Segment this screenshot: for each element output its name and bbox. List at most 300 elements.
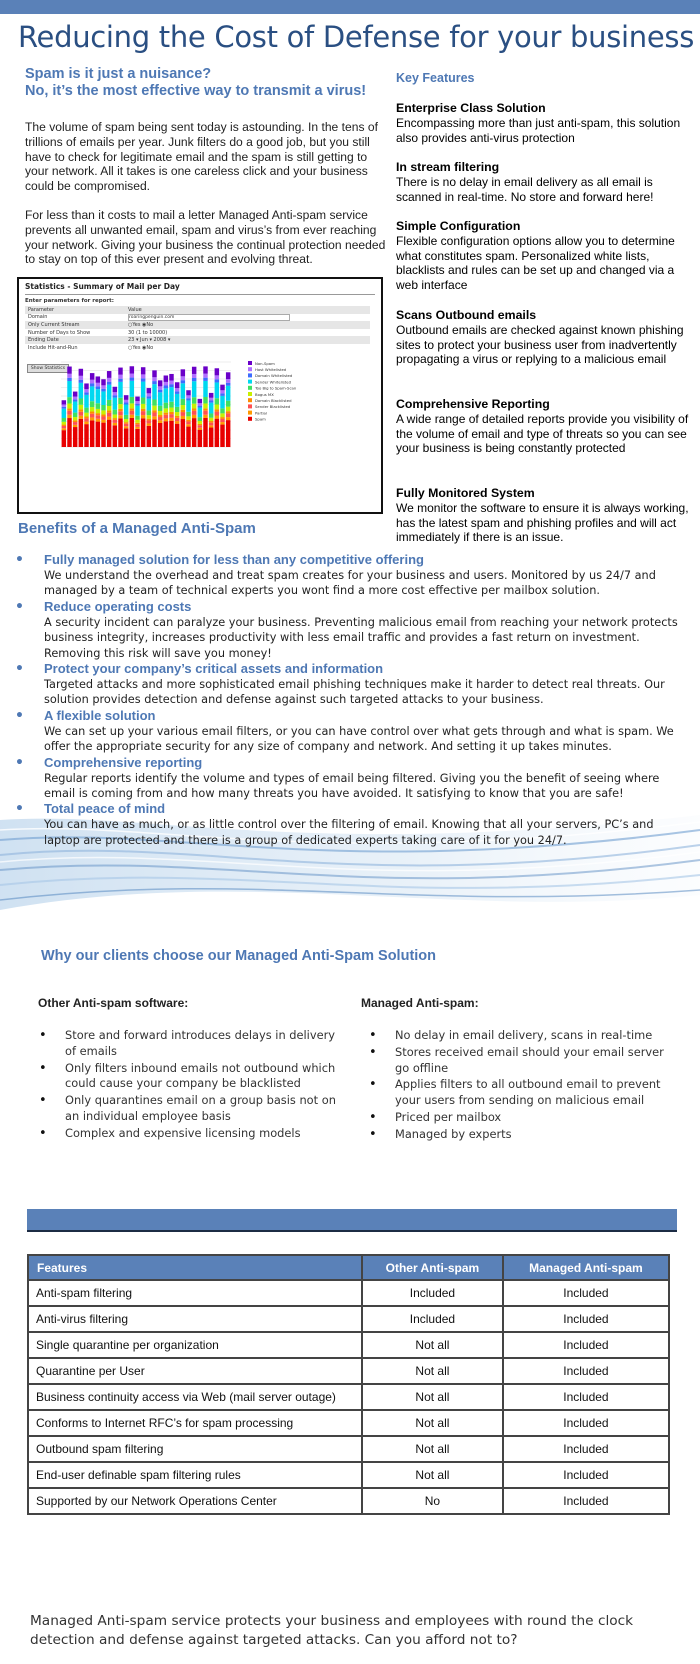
stats-bar-segment [164, 413, 168, 415]
benefit-heading: Reduce operating costs [44, 598, 192, 614]
stats-bar-segment [141, 382, 145, 398]
stats-bar-segment [169, 387, 173, 402]
stats-bar-segment [62, 407, 66, 409]
stats-bar-segment [84, 408, 88, 413]
stats-bar-segment [198, 408, 202, 418]
stats-bar-segment [118, 382, 122, 398]
stats-bar-segment [198, 406, 202, 408]
feature-item [396, 219, 696, 293]
stats-bar-segment [113, 414, 117, 418]
stats-bar-segment [220, 390, 224, 393]
stats-bar-segment [101, 420, 105, 423]
stats-bar-segment [130, 374, 134, 378]
stats-bar-segment [203, 397, 207, 403]
stats-bar-segment [220, 393, 224, 395]
benefit-item [15, 708, 685, 755]
stats-bar-segment [90, 373, 94, 380]
feature-body: Encompassing more than just anti-spam, this solution also provides anti-virus protection [396, 115, 681, 145]
stats-bar-segment [181, 419, 185, 447]
stats-bar-segment [62, 430, 66, 447]
page-title: Reducing the Cost of Defense for your business [18, 20, 695, 54]
stats-bar-segment [226, 417, 230, 420]
stats-bar-segment [118, 375, 122, 379]
stats-bar-segment [130, 411, 134, 415]
table-cell: Included [503, 1358, 669, 1384]
stats-bar-segment [101, 389, 105, 392]
stats-bar-segment [186, 412, 190, 417]
bullet-icon: • [15, 801, 24, 818]
stats-bar-segment [215, 404, 219, 409]
stats-bar-segment [101, 405, 105, 410]
stats-bar-segment [164, 375, 168, 381]
bullet-icon: • [15, 754, 24, 771]
stats-bar-segment [84, 389, 88, 392]
stats-bar-segment [169, 412, 173, 414]
top-accent-bar [0, 0, 700, 14]
stats-bar-segment [209, 413, 213, 417]
stats-bar-segment [192, 397, 196, 403]
stats-bar-segment [226, 413, 230, 417]
stats-bar-segment [135, 404, 139, 406]
stats-bar-segment [203, 366, 207, 373]
feature-item [396, 160, 696, 204]
closing-statement: Managed Anti-spam service protects your business and employees with round the clock detection and defense against targeted attacks. Can you afford not to? [30, 1613, 634, 1648]
stats-bar-segment [141, 398, 145, 404]
stats-bar-segment [135, 401, 139, 404]
stats-bar-segment [124, 424, 128, 427]
stats-bar-segment [209, 428, 213, 447]
stats-bar-segment [209, 400, 213, 402]
stats-bar-segment [181, 369, 185, 376]
feature-comparison-table [27, 1254, 670, 1515]
stats-title: Statistics - Summary of Mail per Day [25, 282, 180, 291]
stats-bar-segment [164, 382, 168, 386]
other-software-title: Other Anti-spam software: [38, 996, 189, 1010]
lead-line-1: Spam is it just a nuisance? [25, 66, 212, 82]
stats-bar-segment [215, 419, 219, 447]
stats-row-label: Only Current Stream [28, 321, 80, 328]
stats-bar-segment [158, 415, 162, 417]
bullet-icon: • [15, 661, 24, 678]
stats-legend-swatch [248, 373, 252, 377]
stats-bar-segment [226, 401, 230, 407]
benefits-heading: Benefits of a Managed Anti-Spam [18, 520, 256, 537]
stats-bar-segment [203, 403, 207, 408]
stats-legend-label: Domain Blacklisted [255, 398, 292, 403]
stats-legend-swatch [248, 380, 252, 384]
stats-bar-segment [192, 367, 196, 374]
column-header: Other Anti-spam [362, 1255, 503, 1280]
benefit-item [15, 599, 685, 661]
stats-bar-segment [96, 419, 100, 422]
stats-bar-segment [158, 411, 162, 415]
stats-bar-segment [175, 412, 179, 416]
feature-heading: Enterprise Class Solution [396, 101, 546, 115]
feature-item [396, 308, 696, 367]
benefit-heading: Total peace of mind [44, 801, 166, 817]
intro-paragraph-2: For less than it costs to mail a letter Managed Anti-spam service prevents all unwanted email, spam and virus’s from ever reaching your network. Giving your business the continual protection needed to stay on top of this ever present and evolving threat. [25, 208, 386, 267]
stats-bar-segment [215, 368, 219, 375]
stats-legend-swatch [248, 417, 252, 421]
stats-row-value: 30 (1 to 10000) [128, 329, 168, 336]
stats-bar-segment [169, 381, 173, 385]
column-header: Managed Anti-spam [503, 1255, 669, 1280]
stats-row-label: Number of Days to Show [28, 329, 91, 336]
list-item: • Only filters inbound emails not outbound which could cause your company be blacklisted [37, 1061, 337, 1093]
stats-bar-segment [186, 427, 190, 447]
stats-bar-segment [209, 418, 213, 421]
stats-bar-segment [79, 380, 83, 383]
stats-bar-segment [158, 423, 162, 447]
stats-bar-segment [101, 391, 105, 405]
stats-bar-segment [169, 414, 173, 418]
other-software-list [37, 1028, 337, 1143]
stats-bar-segment [192, 374, 196, 378]
stats-bar-segment [62, 404, 66, 406]
list-item: • Only quarantines email on a group basis not on an individual employee basis [37, 1093, 337, 1125]
stats-bar-segment [169, 408, 173, 412]
stats-bar-segment [79, 416, 83, 419]
stats-bar-segment [113, 418, 117, 420]
stats-bar-segment [152, 381, 156, 384]
stats-bar-segment [181, 412, 185, 416]
stats-bar-segment [192, 408, 196, 410]
stats-bar-segment [90, 383, 94, 386]
stats-bar-segment [181, 376, 185, 380]
table-cell: Included [503, 1410, 669, 1436]
stats-bar-segment [181, 380, 185, 383]
table-cell: Not all [362, 1462, 503, 1488]
stats-bar-segment [113, 392, 117, 395]
stats-bar-segment [84, 395, 88, 408]
stats-bar-segment [147, 393, 151, 396]
stats-bar-segment [124, 415, 128, 419]
stats-bar-segment [209, 403, 213, 414]
stats-bar-segment [62, 426, 66, 428]
stats-row-value: ○Yes ◉No [128, 321, 154, 328]
stats-bar-segment [107, 378, 111, 382]
stats-bar-segment [158, 380, 162, 386]
stats-legend-label: Host Whitelisted [255, 367, 287, 372]
feature-heading: Scans Outbound emails [396, 308, 537, 322]
stats-bar-segment [79, 419, 83, 447]
stats-bar-segment [175, 394, 179, 407]
stats-bar-segment [79, 398, 83, 404]
stats-bar-segment [209, 425, 213, 427]
feature-body: Flexible configuration options allow you to determine what constitutes spam. Personalized white lists, blacklists and rules can be set up and changed via a web interface [396, 233, 675, 293]
stats-bar-segment [96, 413, 100, 415]
benefits-list [15, 552, 685, 848]
stats-bar-segment [79, 405, 83, 410]
stats-bar-segment [135, 429, 139, 447]
stats-bar-segment [79, 383, 83, 399]
stats-header-parameter: Parameter [28, 306, 55, 313]
stats-bar-segment [67, 374, 71, 378]
stats-legend-swatch [248, 367, 252, 371]
stats-bar-segment [198, 428, 202, 430]
stats-bar-segment [175, 424, 179, 447]
benefit-item [15, 801, 685, 848]
stats-bar-segment [107, 406, 111, 411]
stats-bar-segment [192, 415, 196, 418]
table-cell: Included [362, 1280, 503, 1306]
stats-legend-swatch [248, 386, 252, 390]
stats-bar-segment [130, 418, 134, 447]
stats-bar-segment [203, 418, 207, 447]
stats-bar-segment [118, 411, 122, 415]
stats-bar-segment [101, 423, 105, 447]
stats-bar-segment [141, 409, 145, 411]
feature-heading: Comprehensive Reporting [396, 397, 550, 411]
stats-bar-segment [175, 418, 179, 421]
stats-bar-segment [90, 420, 94, 447]
stats-bar-segment [226, 379, 230, 383]
stats-legend-swatch [248, 361, 252, 365]
benefit-item [15, 661, 685, 708]
stats-bar-segment [198, 417, 202, 421]
stats-bar-segment [113, 398, 117, 410]
stats-bar-segment [198, 424, 202, 425]
stats-bar-segment [152, 377, 156, 381]
stats-bar-segment [62, 422, 66, 425]
stats-bar-segment [96, 383, 100, 387]
list-item: • Managed by experts [367, 1127, 672, 1143]
stats-bar-segment [158, 390, 162, 393]
stats-bar-segment [130, 408, 134, 410]
feature-body: Outbound emails are checked against known phishing sites to protect your business user from inadvertently propagating a virus or replying to a malicious email [396, 322, 684, 367]
stats-bar-segment [96, 386, 100, 389]
why-heading: Why our clients choose our Managed Anti-Spam Solution [41, 948, 437, 964]
bullet-icon: • [15, 598, 24, 615]
benefit-body: We understand the overhead and treat spam creates for your business and users. Monitored by us 24/7 and managed by a team of technical experts you wont find a more cost effective per mailbox solution. [44, 569, 656, 598]
stats-bar-segment [169, 402, 173, 408]
stats-bar-segment [90, 380, 94, 384]
list-item: • Applies filters to all outbound email to prevent your users from sending on malicious email [367, 1077, 672, 1109]
stats-bar-segment [90, 407, 94, 411]
table-cell: Included [503, 1332, 669, 1358]
stats-bar-segment [164, 415, 168, 419]
stats-bar-segment [147, 420, 151, 423]
stats-bar-segment [96, 409, 100, 413]
stats-bar-segment [84, 392, 88, 395]
stats-bar-segment [169, 384, 173, 387]
stats-bar-segment [147, 399, 151, 411]
stats-bar-segment [118, 409, 122, 411]
stats-bar-segment [164, 418, 168, 421]
stats-bar-segment [141, 378, 145, 381]
stats-bar-segment [141, 415, 145, 418]
table-row [28, 1410, 669, 1436]
stats-bar-segment [141, 418, 145, 447]
stats-bar-segment [118, 415, 122, 418]
stats-bar-segment [79, 376, 83, 380]
managed-list [367, 1028, 672, 1144]
stats-bar-segment [226, 411, 230, 413]
stats-bar-segment [215, 409, 219, 411]
stats-bar-segment [152, 410, 156, 412]
stats-bar-segment [192, 378, 196, 381]
list-item: • No delay in email delivery, scans in real-time [367, 1028, 672, 1044]
show-statistics-button: Show Statistics [27, 364, 69, 373]
stats-bar-segment [220, 385, 224, 391]
stats-bar-segment [79, 409, 83, 411]
managed-title: Managed Anti-spam: [361, 996, 479, 1010]
stats-bar-segment [135, 424, 139, 427]
stats-bar-segment [118, 398, 122, 404]
stats-bar-segment [164, 388, 168, 402]
stats-bar-segment [113, 423, 117, 425]
stats-bar-segment [124, 422, 128, 424]
stats-bar-segment [113, 410, 117, 415]
feature-item [396, 101, 696, 145]
stats-bar-segment [158, 420, 162, 423]
benefit-body: A security incident can paralyze your business. Preventing malicious email from reaching your network protects business integrity, increases productivity with less email traffic and provides a fast return on investment. Removing this risk will save you money! [44, 615, 678, 660]
stats-legend-label: Too Big to Spam-Scan [255, 385, 297, 391]
stats-bar-segment [226, 386, 230, 401]
stats-bar-segment [96, 415, 100, 419]
stats-bar-segment [84, 413, 88, 417]
stats-bar-segment [67, 381, 71, 397]
stats-bar-segment [175, 382, 179, 388]
stats-legend-label: Spam [255, 416, 266, 422]
table-cell: Included [503, 1462, 669, 1488]
stats-bar-segment [62, 418, 66, 422]
stats-bar-segment [186, 395, 190, 398]
table-header-row [28, 1255, 669, 1280]
stats-bar-segment [152, 399, 156, 405]
stats-bar-segment [84, 416, 88, 418]
stats-bar-segment [203, 378, 207, 381]
stats-bar-segment [62, 428, 66, 430]
table-cell: Not all [362, 1332, 503, 1358]
stats-bar-segment [84, 418, 88, 421]
stats-legend-label: Non-Spam [255, 360, 275, 366]
stats-bar-segment [215, 398, 219, 404]
stats-bar-segment [101, 414, 105, 416]
table-cell: Business continuity access via Web (mail server outage) [28, 1384, 362, 1410]
stats-bar-segment [164, 421, 168, 447]
stats-bar-segment [118, 418, 122, 447]
table-row [28, 1280, 669, 1306]
table-cell: Included [503, 1384, 669, 1410]
stats-legend-swatch [248, 411, 252, 415]
stats-bar-segment [67, 415, 71, 418]
stats-bar-segment [209, 393, 213, 398]
stats-bar-segment [152, 419, 156, 447]
stats-bar-segment [84, 422, 88, 425]
benefit-body: Targeted attacks and more sophisticated email phishing techniques make it harder to detect real threats. Our solution provides detection and defense against such targeted attacks to your business. [44, 678, 665, 707]
stats-bar-segment [107, 411, 111, 413]
stats-bar-segment [192, 418, 196, 447]
table-cell: Not all [362, 1358, 503, 1384]
table-cell: Anti-virus filtering [28, 1306, 362, 1332]
stats-bar-segment [118, 368, 122, 375]
table-cell: Not all [362, 1410, 503, 1436]
stats-bar-segment [186, 416, 190, 419]
table-cell: Not all [362, 1436, 503, 1462]
list-item: • Stores received email should your email server go offline [367, 1045, 672, 1077]
feature-item [396, 397, 696, 456]
stats-bar-segment [152, 413, 156, 417]
stats-legend-label: Domain Whitelisted [255, 373, 293, 379]
stats-bar-segment [152, 384, 156, 399]
stats-bar-segment [209, 421, 213, 423]
stats-bar-segment [130, 366, 134, 373]
stats-bar-segment [215, 379, 219, 382]
stats-bar-segment [135, 420, 139, 423]
stats-bar-segment [135, 416, 139, 420]
benefit-body: We can set up your various email filters, or you can have control over what gets through and what is spam. We offer the appropriate security for any size of company and network. And setting it up takes minutes. [44, 724, 674, 754]
stats-bar-segment [220, 413, 224, 417]
stats-bar-segment [226, 420, 230, 447]
stats-bar-segment [164, 403, 168, 409]
table-cell: Outbound spam filtering [28, 1436, 362, 1462]
feature-heading: Simple Configuration [396, 219, 521, 233]
stats-bar-segment [175, 407, 179, 412]
stats-bar-segment [107, 417, 111, 420]
stats-bar-segment [73, 425, 77, 427]
table-cell: No [362, 1488, 503, 1514]
stats-bar-segment [186, 420, 190, 422]
stats-bar-segment [147, 388, 151, 393]
stats-bar-segment [62, 400, 66, 404]
stats-bar-segment [90, 417, 94, 420]
feature-item [396, 486, 696, 545]
stats-bar-segment [203, 381, 207, 397]
stats-bar-segment [67, 367, 71, 374]
stats-bar-segment [73, 413, 77, 417]
stats-bar-segment [158, 417, 162, 420]
table-cell: Not all [362, 1384, 503, 1410]
stats-bar-segment [73, 417, 77, 420]
table-cell: Supported by our Network Operations Center [28, 1488, 362, 1514]
stats-bar-segment [186, 421, 190, 424]
stats-legend-label: Partial [255, 410, 267, 416]
table-cell: Included [503, 1436, 669, 1462]
benefit-item [15, 552, 685, 599]
feature-body: There is no delay in email delivery as all email is scanned in real-time. No store and forward here! [396, 174, 654, 204]
stats-bar-segment [198, 421, 202, 424]
table-row [28, 1332, 669, 1358]
stats-bar-segment [101, 417, 105, 420]
stats-bar-segment [158, 386, 162, 389]
stats-bar-segment [73, 420, 77, 422]
stats-bar-segment [84, 383, 88, 389]
table-cell: End-user definable spam filtering rules [28, 1462, 362, 1488]
stats-bar-segment [175, 421, 179, 424]
feature-body: We monitor the software to ensure it is always working, has the latest spam and phishing profiles and will act immediately if there is an issue. [396, 500, 689, 545]
stats-bar-segment [220, 425, 224, 447]
stats-legend-swatch [248, 398, 252, 402]
stats-bar-segment [186, 400, 190, 411]
feature-body: A wide range of detailed reports provide you visibility of the volume of email and type of threats so you can see your business is being constantly protected [396, 411, 689, 456]
stats-bar-segment [124, 400, 128, 403]
stats-legend-swatch [248, 392, 252, 396]
stats-subtitle: Enter parameters for report: [25, 298, 114, 304]
stats-bar-segment [101, 379, 105, 385]
stats-bar-segment [192, 381, 196, 397]
stats-bar-segment [130, 378, 134, 381]
stats-bar-segment [181, 383, 185, 399]
benefit-heading: Protect your company’s critical assets and information [44, 661, 384, 677]
stats-bar-segment [220, 408, 224, 413]
stats-bar-segment [84, 424, 88, 447]
stats-bar-segment [62, 425, 66, 426]
stats-bar-segment [158, 406, 162, 411]
stats-bar-segment [67, 408, 71, 410]
stats-bar-segment [215, 416, 219, 419]
stats-bar-segment [226, 372, 230, 379]
